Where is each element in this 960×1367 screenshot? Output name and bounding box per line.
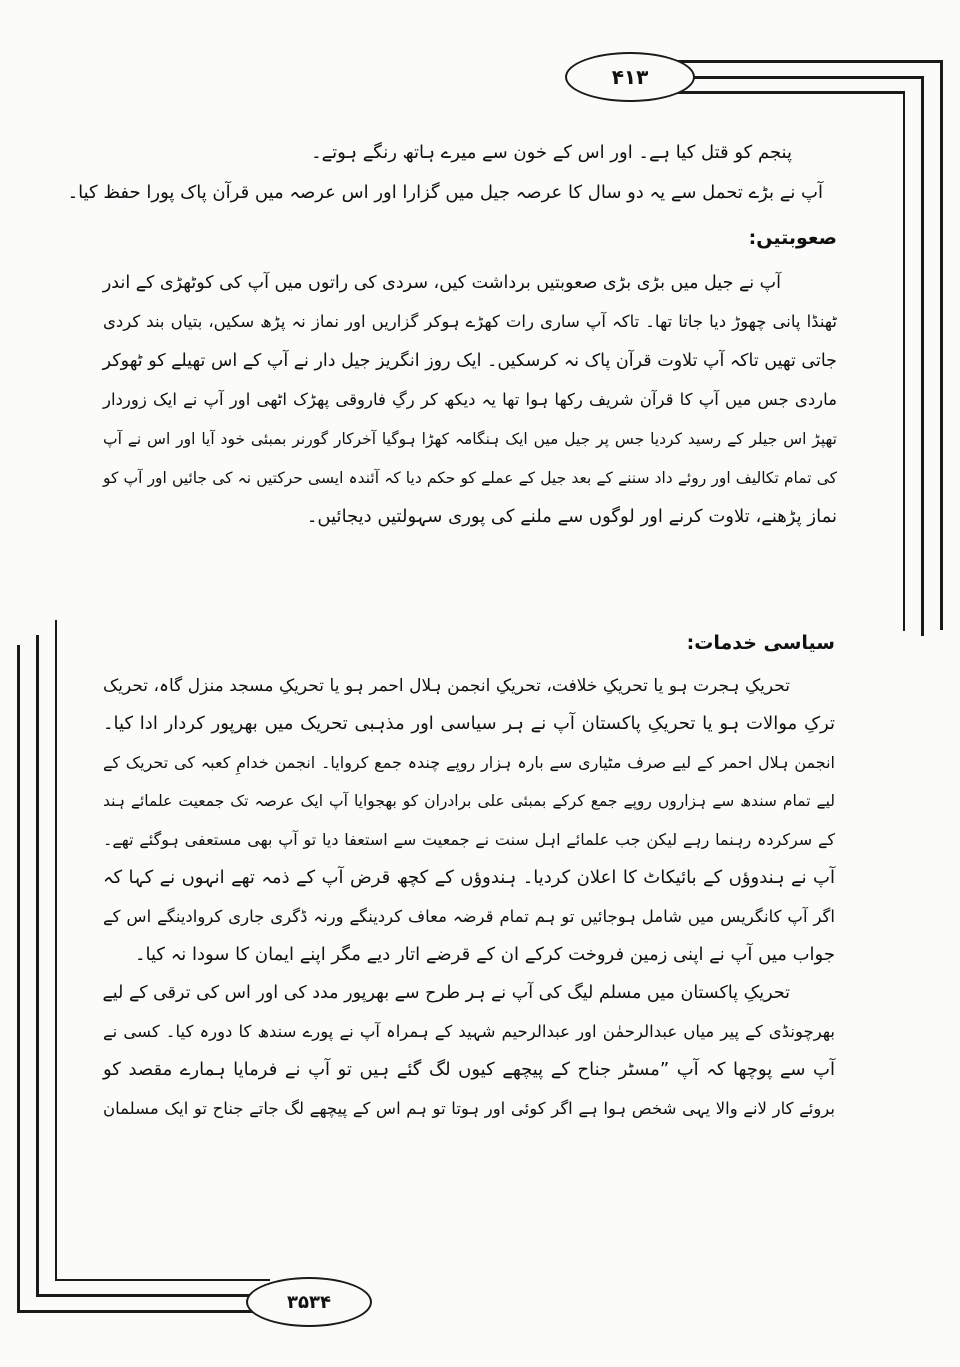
frame-line: [940, 60, 943, 630]
frame-line: [36, 635, 39, 1295]
frame-line: [17, 1310, 257, 1313]
text-line: ٹھنڈا پانی چھوڑ دیا جاتا تھا۔ تاکہ آپ ساری رات کھڑے ہوکر گزاریں اور نماز نہ پڑھ سکیں، بتیاں بند کردی: [103, 312, 837, 331]
frame-line: [36, 1294, 251, 1297]
text-line: انجمن ہلال احمر کے لیے صرف مٹیاری سے بارہ ہزار روپے چندہ جمع کروایا۔ انجمن خدامِ کعبہ کی تحریک کے: [103, 753, 835, 772]
frame-line: [660, 60, 942, 63]
frame-line: [660, 91, 904, 94]
intro-block: [67, 134, 837, 214]
frame-line: [17, 645, 20, 1312]
text-line: آپ سے پوچھا کہ آپ ”مسٹر جناح کے پیچھے کیوں لگ گئے ہیں تو آپ نے فرمایا ہمارے مقصد کو: [103, 1059, 835, 1080]
frame-line: [55, 620, 57, 1280]
text-line: جواب میں آپ نے اپنی زمین فروخت کرکے ان کے قرضے اتار دیے مگر اپنے ایمان کا سودا نہ کیا۔: [134, 944, 835, 965]
section-heading: سیاسی خدمات:: [686, 632, 835, 654]
hardships-section: [103, 219, 837, 619]
text-line: آپ نے ہندوؤں کے بائیکاٹ کا اعلان کردیا۔ ہندوؤں کے کچھ قرض آپ کے ذمہ تھے انہوں نے کہا کہ: [103, 867, 836, 888]
frame-line: [903, 91, 905, 631]
text-line: کے سرکردہ رہنما رہے لیکن جب علمائے اہل سنت نے جمعیت سے استعفا دیا تو آپ بھی مستعفی ہوگئے تھے۔: [103, 830, 835, 849]
text-line: لیے تمام سندھ سے ہزاروں روپے جمع کرکے بمبئی علی برادران کو بھجوایا آپ ایک عرصہ تک جمعیت علمائے ہند: [103, 792, 835, 810]
text-line: جاتی تھیں تاکہ آپ تلاوت قرآن پاک نہ کرسکیں۔ ایک روز انگریز جیل دار نے آپ کے اس تھیلے کو ٹھوکر: [102, 351, 837, 371]
text-line: کی تمام تکالیف اور روئے داد سننے کے بعد جیل کے عملے کو حکم دیا کہ آئندہ ایسی حرکتیں نہ کی جائیں اور آپ کو: [103, 469, 837, 487]
frame-line: [670, 76, 923, 79]
section-heading: صعوبتیں:: [748, 227, 837, 249]
frame-line: [921, 76, 924, 636]
text-line: بروئے کار لانے والا یہی شخص ہوا ہے اگر کوئی اور ہوتا تو ہم اس کے پیچھے لگ جاتے جناح تو ایک مسلمان: [103, 1099, 835, 1118]
text-line: تحریکِ ہجرت ہو یا تحریکِ خلافت، تحریکِ انجمن ہلال احمر ہو یا تحریکِ مسجد منزل گاہ، تحریک: [103, 676, 790, 696]
text-line: آپ نے بڑے تحمل سے یہ دو سال کا عرصہ جیل میں گزارا اور اس عرصہ میں قرآن پاک پورا حفظ کیا۔: [67, 182, 823, 203]
political-services-section: [103, 624, 835, 1244]
frame-line: [55, 1279, 270, 1281]
text-line: بھرچونڈی کے پیر میاں عبدالرحمٰن اور عبدالرحیم شہید کے ہمراہ آپ نے پورے سندھ کا دورہ کیا۔ کسی نے: [103, 1022, 835, 1041]
text-line: آپ نے جیل میں بڑی بڑی صعوبتیں برداشت کیں، سردی کی راتوں میں آپ کی کوٹھڑی کے اندر: [102, 273, 781, 293]
text-line: تھپڑ اس جیلر کے رسید کردیا جس پر جیل میں ایک ہنگامہ کھڑا ہوگیا آخرکار گورنر بمبئی خود آیا اور اس نے آپ: [103, 430, 837, 448]
text-line: ترکِ موالات ہو یا تحریکِ پاکستان آپ نے ہر سیاسی اور مذہبی تحریک میں بھرپور کردار ادا کیا۔: [103, 713, 835, 734]
text-line: نماز پڑھنے، تلاوت کرنے اور لوگوں سے ملنے کی پوری سہولتیں دیجائیں۔: [306, 506, 837, 527]
text-line: ماردی جس میں آپ کا قرآن شریف رکھا ہوا تھا یہ دیکھ کر رگِ فاروقی پھڑک اٹھی اور آپ نے ایک زوردار: [103, 390, 837, 409]
top-page-number: ۴۱۳: [565, 52, 695, 102]
text-line: اگر آپ کانگریس میں شامل ہوجائیں تو ہم تمام قرضہ معاف کردینگے ورنہ ڈگری جاری کروادینگے اس کے: [103, 907, 835, 926]
text-line: پنجم کو قتل کیا ہے۔ اور اس کے خون سے میرے ہاتھ رنگے ہوتے۔: [311, 142, 792, 163]
bottom-page-number: ۳۵۳۴: [246, 1277, 372, 1327]
text-line: تحریکِ پاکستان میں مسلم لیگ کی آپ نے ہر طرح سے بھرپور مدد کی اور اس کی ترقی کے لیے: [102, 983, 790, 1003]
